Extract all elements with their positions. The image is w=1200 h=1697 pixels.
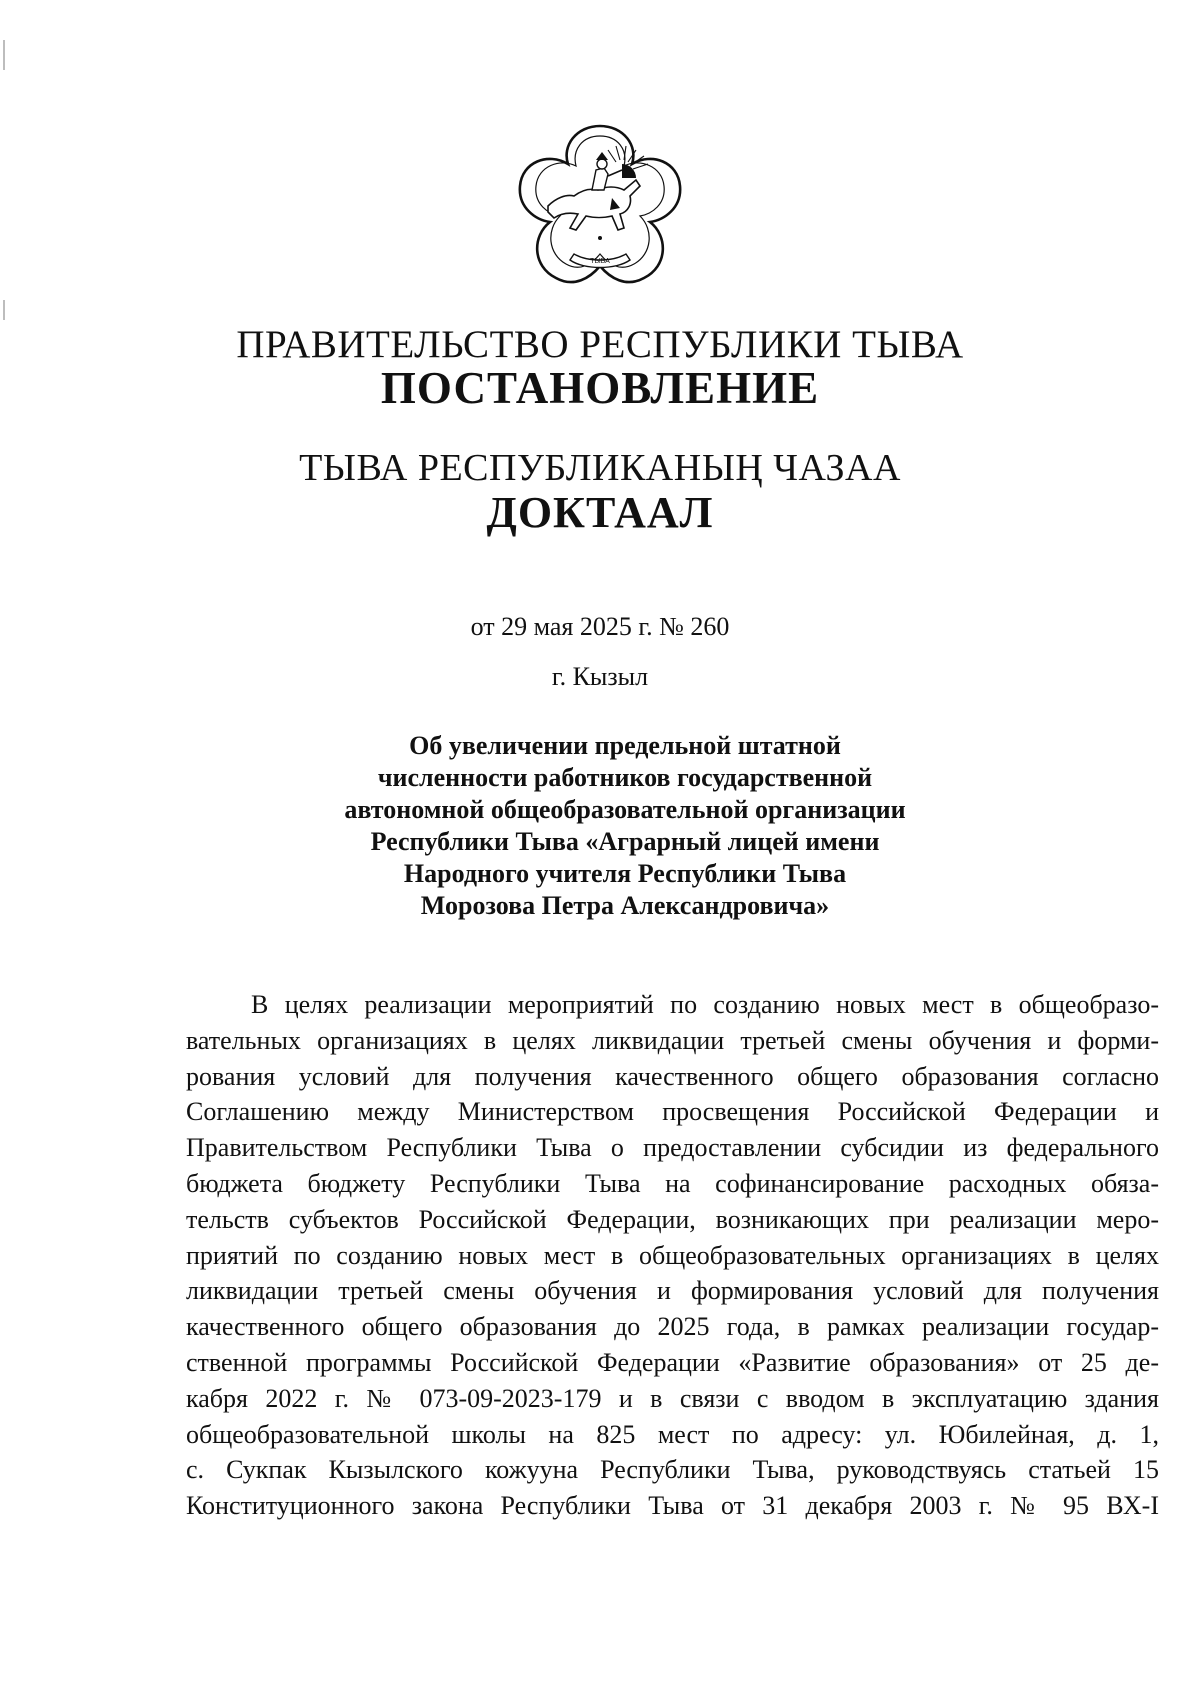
body-line: ликвидации третьей смены обучения и формирования условий для получения	[186, 1276, 1159, 1306]
body-line: качественного общего образования до 2025 года, в рамках реализации государ-	[186, 1312, 1159, 1342]
body-line: Правительством Республики Тыва о предоставлении субсидии из федерального	[186, 1133, 1159, 1163]
scan-edge-mark	[3, 40, 5, 70]
body-line: приятий по созданию новых мест в общеобразовательных организациях в целях	[186, 1240, 1159, 1270]
coat-of-arms-icon	[512, 120, 688, 296]
document-kind-ru: ПОСТАНОВЛЕНИЕ	[380, 363, 820, 413]
tuva-emblem	[512, 120, 688, 296]
document-kind-tyv: ДОКТААЛ	[486, 488, 714, 537]
body-line: ственной программы Российской Федерации «Развитие образования» от 25 де-	[186, 1347, 1159, 1377]
body-line: рования условий для получения качественного общего образования согласно	[186, 1061, 1159, 1091]
scan-edge-mark	[3, 300, 5, 320]
body-line: Конституционного закона Республики Тыва от 31 декабря 2003 г. № 95 ВХ-I	[186, 1491, 1159, 1521]
government-title-ru: ПРАВИТЕЛЬСТВО РЕСПУБЛИКИ ТЫВА	[236, 323, 964, 366]
title-line: автономной общеобразовательной организации	[344, 795, 906, 824]
body-line: В целях реализации мероприятий по созданию новых мест в общеобразо-	[251, 990, 1159, 1019]
document-title	[300, 730, 950, 922]
document-body	[186, 987, 1159, 1524]
body-line: тельств субъектов Российской Федерации, возникающих при реализации меро-	[186, 1204, 1159, 1234]
body-line: бюджета бюджету Республики Тыва на софинансирование расходных обяза-	[186, 1168, 1159, 1198]
title-line: Республики Тыва «Аграрный лицей имени	[370, 827, 880, 856]
title-line: численности работников государственной	[377, 763, 873, 792]
emblem-text: ТЫВА	[590, 258, 610, 265]
body-line: Соглашению между Министерством просвещения Российской Федерации и	[186, 1097, 1159, 1127]
document-date-number: от 29 мая 2025 г. № 260	[470, 612, 730, 641]
title-line: Морозова Петра Александровича»	[420, 891, 830, 920]
government-title-tyv: ТЫВА РЕСПУБЛИКАНЫҢ ЧАЗАА	[299, 447, 901, 489]
title-line: Об увеличении предельной штатной	[409, 731, 841, 760]
body-line: кабря 2022 г. № 073-09-2023-179 и в связи с вводом в эксплуатацию здания	[186, 1383, 1159, 1413]
body-line: с. Сукпак Кызылского кожууна Республики Тыва, руководствуясь статьей 15	[186, 1455, 1159, 1485]
title-line: Народного учителя Республики Тыва	[403, 859, 847, 888]
body-line: общеобразовательной школы на 825 мест по адресу: ул. Юбилейная, д. 1,	[186, 1419, 1159, 1449]
body-line: вательных организациях в целях ликвидации третьей смены обучения и форми-	[186, 1025, 1159, 1055]
document-city: г. Кызыл	[551, 662, 649, 691]
